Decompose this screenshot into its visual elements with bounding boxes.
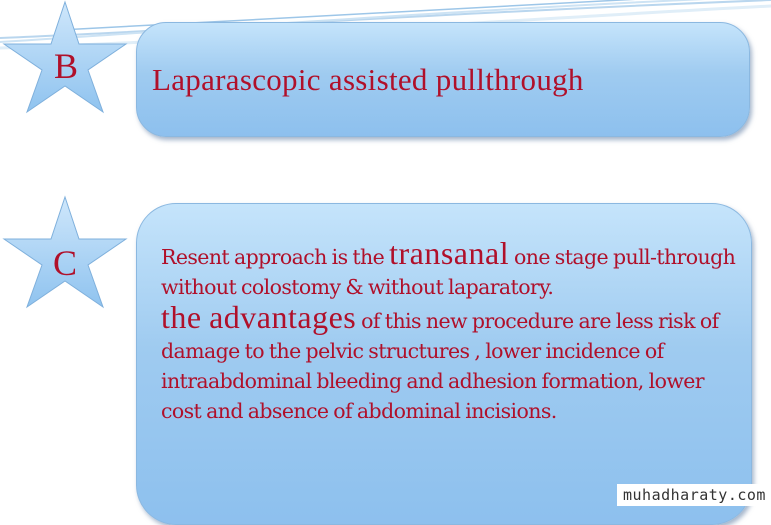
- item-b-letter: B: [54, 46, 79, 86]
- item-b-title: Laparascopic assisted pullthrough: [152, 62, 584, 97]
- item-c-text-2: one stage pull-through without colostomy & without laparatory.: [161, 245, 736, 299]
- item-c-emphasis-advantages: the advantages: [161, 299, 357, 335]
- item-c-emphasis-transanal: transanal: [389, 235, 510, 271]
- item-c-text-1: Resent approach is the: [161, 245, 390, 269]
- item-c-letter: C: [53, 243, 78, 283]
- item-c-text-3: of this new procedure are less risk of damage to the pelvic structures , lower incidence of intraabdominal bleeding and adhesion formation, lower cost and absence of abdominal incisions.: [161, 309, 719, 423]
- watermark: muhadharaty.com: [617, 484, 771, 506]
- item-c-paragraph: [161, 235, 741, 426]
